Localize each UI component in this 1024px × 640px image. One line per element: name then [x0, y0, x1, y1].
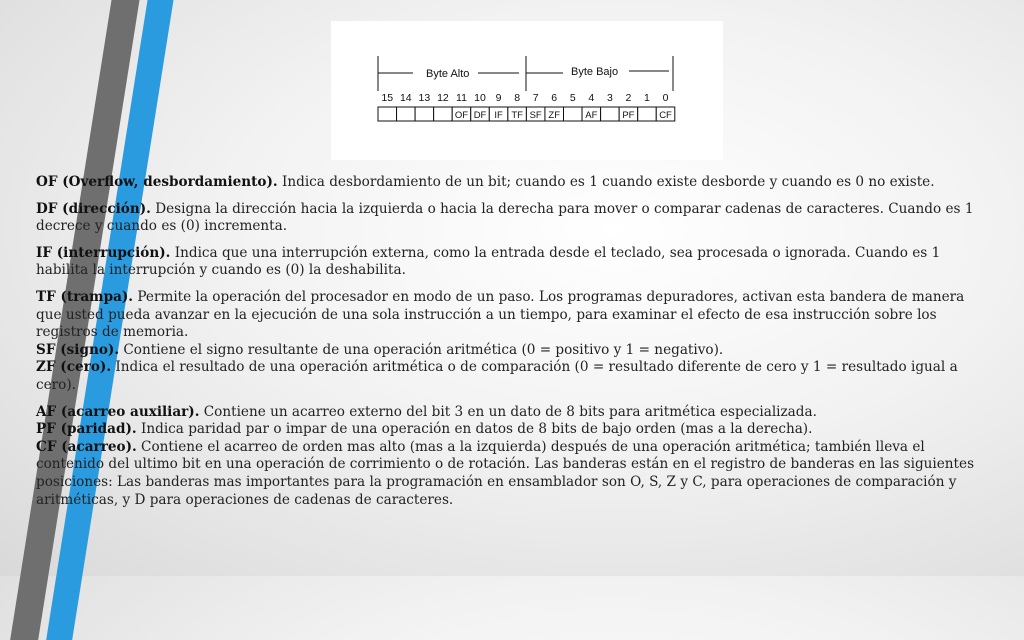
bit-number: 9 [495, 92, 502, 104]
bit-number: 5 [569, 92, 576, 104]
flag-cell-label: ZF [548, 110, 561, 121]
term-if: IF (interrupción). [36, 244, 171, 261]
paragraph-cf [36, 439, 976, 509]
flags-register-diagram [331, 21, 723, 160]
paragraph-pf [36, 421, 976, 439]
paragraph-of [36, 174, 976, 192]
byte-high-label: Byte Alto [426, 68, 470, 80]
term-cf: CF (acarreo). [36, 438, 137, 455]
term-of: OF (Overflow, desbordamiento). [36, 174, 278, 190]
bit-number: 3 [606, 92, 613, 104]
term-tf: TF (trampa). [36, 288, 134, 305]
bit-number: 7 [532, 92, 539, 104]
term-df: DF (dirección). [36, 200, 151, 217]
text-df: Designa la dirección hacia la izquierda o hacia la derecha para mover o comparar cadenas de caracteres. Cuando es 1 decrece y cuando es (0) incrementa. [36, 200, 974, 235]
flag-cell-label: IF [494, 110, 503, 121]
paragraph-df [36, 201, 976, 236]
term-sf: SF (signo). [36, 341, 120, 358]
paragraph-af [36, 404, 976, 422]
term-zf: ZF (cero). [36, 359, 112, 376]
text-cf: Contiene el acarreo de orden mas alto (mas a la izquierda) después de una operación aritmética; también lleva el contenido del ultimo bit en una operación de corrimiento o de rotación. Las banderas están en el registro de banderas en las siguientes posiciones: Las banderas mas importantes para la programación en ensamblador son O, S, Z y C, para operaciones de comparación y aritméticas, y D para operaciones de cadenas de caracteres. [36, 438, 975, 508]
flag-cell [434, 107, 453, 121]
bit-number: 8 [514, 92, 521, 104]
paragraph-sf [36, 342, 976, 360]
bit-number: 10 [474, 92, 486, 104]
term-pf: PF (paridad). [36, 421, 137, 438]
byte-low-label: Byte Bajo [571, 66, 619, 78]
flags-register-svg [331, 21, 723, 160]
paragraph-zf [36, 359, 976, 394]
flag-cell-label: OF [454, 110, 469, 121]
bit-number: 6 [551, 92, 558, 104]
bit-number: 1 [644, 92, 650, 104]
flag-cell-label: CF [659, 110, 672, 121]
flag-cell [378, 107, 397, 121]
bit-number: 12 [437, 92, 449, 104]
text-sf: Contiene el signo resultante de una operación aritmética (0 = positivo y 1 = negativo). [119, 341, 724, 358]
bit-number: 13 [418, 92, 431, 104]
term-af: AF (acarreo auxiliar). [36, 403, 200, 420]
flag-cell-label: PF [622, 110, 635, 121]
flag-descriptions [36, 174, 976, 509]
bit-number: 0 [662, 92, 669, 104]
paragraph-if [36, 245, 976, 280]
flag-cell [415, 107, 434, 121]
text-af: Contiene un acarreo externo del bit 3 en un dato de 8 bits para aritmética especializada. [199, 403, 817, 420]
bit-number: 2 [625, 92, 632, 104]
flag-cell [638, 107, 657, 121]
bit-number: 4 [588, 92, 595, 104]
bit-number: 14 [399, 92, 412, 104]
flag-cell [397, 107, 416, 121]
text-of: Indica desbordamiento de un bit; cuando es 1 cuando existe desborde y cuando es 0 no existe. [277, 174, 935, 190]
flag-cell-label: SF [529, 110, 542, 121]
paragraph-tf [36, 289, 976, 342]
flag-cell [564, 107, 583, 121]
flag-cell-label: DF [473, 110, 487, 121]
text-tf: Permite la operación del procesador en modo de un paso. Los programas depuradores, activan esta bandera de manera que usted pueda avanzar en la ejecución de una sola instrucción a un tiempo, para examinar el efecto de esa instrucción sobre los registros de memoria. [36, 288, 965, 341]
text-zf: Indica el resultado de una operación aritmética o de comparación (0 = resultado diferente de cero y 1 = resultado igual a cero). [36, 359, 958, 393]
flag-cell [601, 107, 620, 121]
text-pf: Indica paridad par o impar de una operación en datos de 8 bits de bajo orden (mas a la derecha). [136, 421, 813, 438]
flag-cell-label: AF [585, 110, 598, 121]
text-if: Indica que una interrupción externa, como la entrada desde el teclado, sea procesada o ignorada. Cuando es 1 habilita la interrupción y cuando es (0) la deshabilita. [36, 244, 941, 279]
bit-number: 15 [381, 92, 394, 104]
flag-cell-label: TF [511, 110, 523, 121]
bit-number: 11 [456, 92, 467, 104]
